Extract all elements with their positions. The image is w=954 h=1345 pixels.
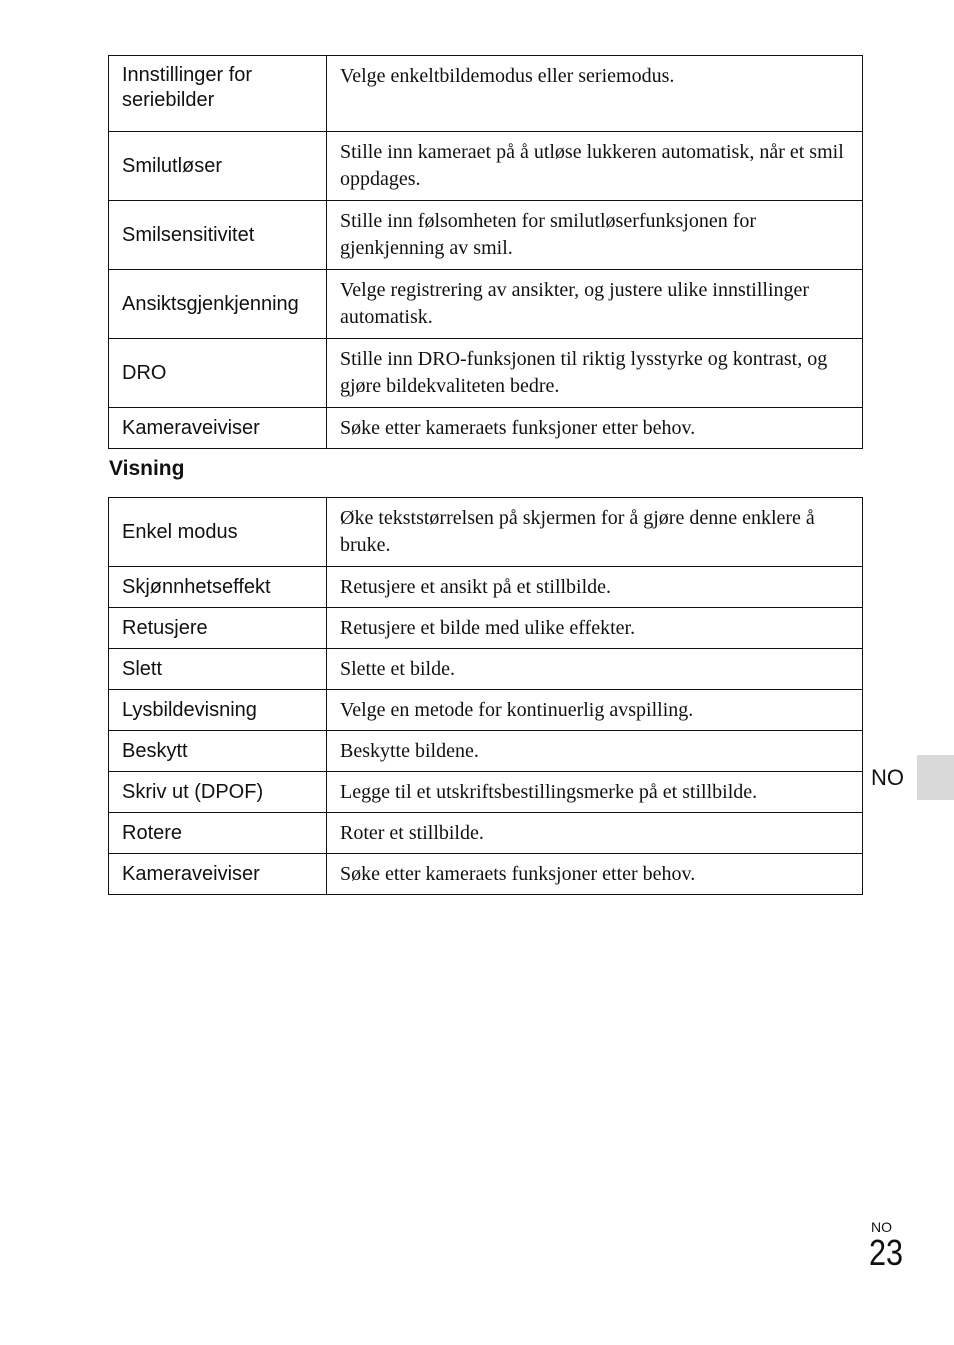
- page-number: 23: [869, 1232, 904, 1273]
- table-row: [109, 567, 863, 608]
- table-row: [109, 270, 863, 339]
- table-row: [109, 498, 863, 567]
- table-row: [109, 854, 863, 895]
- table-term: Beskytt: [109, 731, 327, 772]
- table-description: Velge enkeltbildemodus eller seriemodus.: [327, 56, 863, 132]
- table-term: Ansiktsgjenkjenning: [109, 270, 327, 339]
- table-description: Legge til et utskriftsbestillingsmerke på et stillbilde.: [327, 772, 863, 813]
- table-row: [109, 608, 863, 649]
- table-description: Beskytte bildene.: [327, 731, 863, 772]
- table-row: [109, 731, 863, 772]
- table-term: Skjønnhetseffekt: [109, 567, 327, 608]
- table-description: Retusjere et bilde med ulike effekter.: [327, 608, 863, 649]
- table-term: Innstillinger for seriebilder: [109, 56, 327, 132]
- settings-table: [108, 55, 863, 449]
- table-description: Velge registrering av ansikter, og justere ulike innstillinger automatisk.: [327, 270, 863, 339]
- language-side-tab: [917, 755, 954, 800]
- table-term: Smilsensitivitet: [109, 201, 327, 270]
- playback-table: [108, 497, 863, 895]
- table-term: DRO: [109, 339, 327, 408]
- table-term: Kameraveiviser: [109, 408, 327, 449]
- table-row: [109, 649, 863, 690]
- table-description: Retusjere et ansikt på et stillbilde.: [327, 567, 863, 608]
- table-term: Lysbildevisning: [109, 690, 327, 731]
- table-description: Øke tekststørrelsen på skjermen for å gjøre denne enklere å bruke.: [327, 498, 863, 567]
- table-row: [109, 339, 863, 408]
- table-description: Velge en metode for kontinuerlig avspilling.: [327, 690, 863, 731]
- table-row: [109, 772, 863, 813]
- table-description: Stille inn følsomheten for smilutløserfunksjonen for gjenkjenning av smil.: [327, 201, 863, 270]
- table-term: Smilutløser: [109, 132, 327, 201]
- table-term: Rotere: [109, 813, 327, 854]
- table-row: [109, 201, 863, 270]
- table-term: Enkel modus: [109, 498, 327, 567]
- section-heading: Visning: [109, 457, 185, 480]
- table-row: [109, 132, 863, 201]
- table-row: [109, 690, 863, 731]
- language-side-label: NO: [871, 765, 904, 790]
- table-description: Roter et stillbilde.: [327, 813, 863, 854]
- table-description: Slette et bilde.: [327, 649, 863, 690]
- table-row: [109, 408, 863, 449]
- page-language-code: NO: [871, 1219, 892, 1235]
- table-description: Søke etter kameraets funksjoner etter behov.: [327, 854, 863, 895]
- table-description: Stille inn DRO-funksjonen til riktig lysstyrke og kontrast, og gjøre bildekvaliteten bedre.: [327, 339, 863, 408]
- table-term: Slett: [109, 649, 327, 690]
- table-row: [109, 56, 863, 132]
- table-row: [109, 813, 863, 854]
- table-description: Søke etter kameraets funksjoner etter behov.: [327, 408, 863, 449]
- table-description: Stille inn kameraet på å utløse lukkeren automatisk, når et smil oppdages.: [327, 132, 863, 201]
- table-term: Kameraveiviser: [109, 854, 327, 895]
- table-term: Skriv ut (DPOF): [109, 772, 327, 813]
- table-term: Retusjere: [109, 608, 327, 649]
